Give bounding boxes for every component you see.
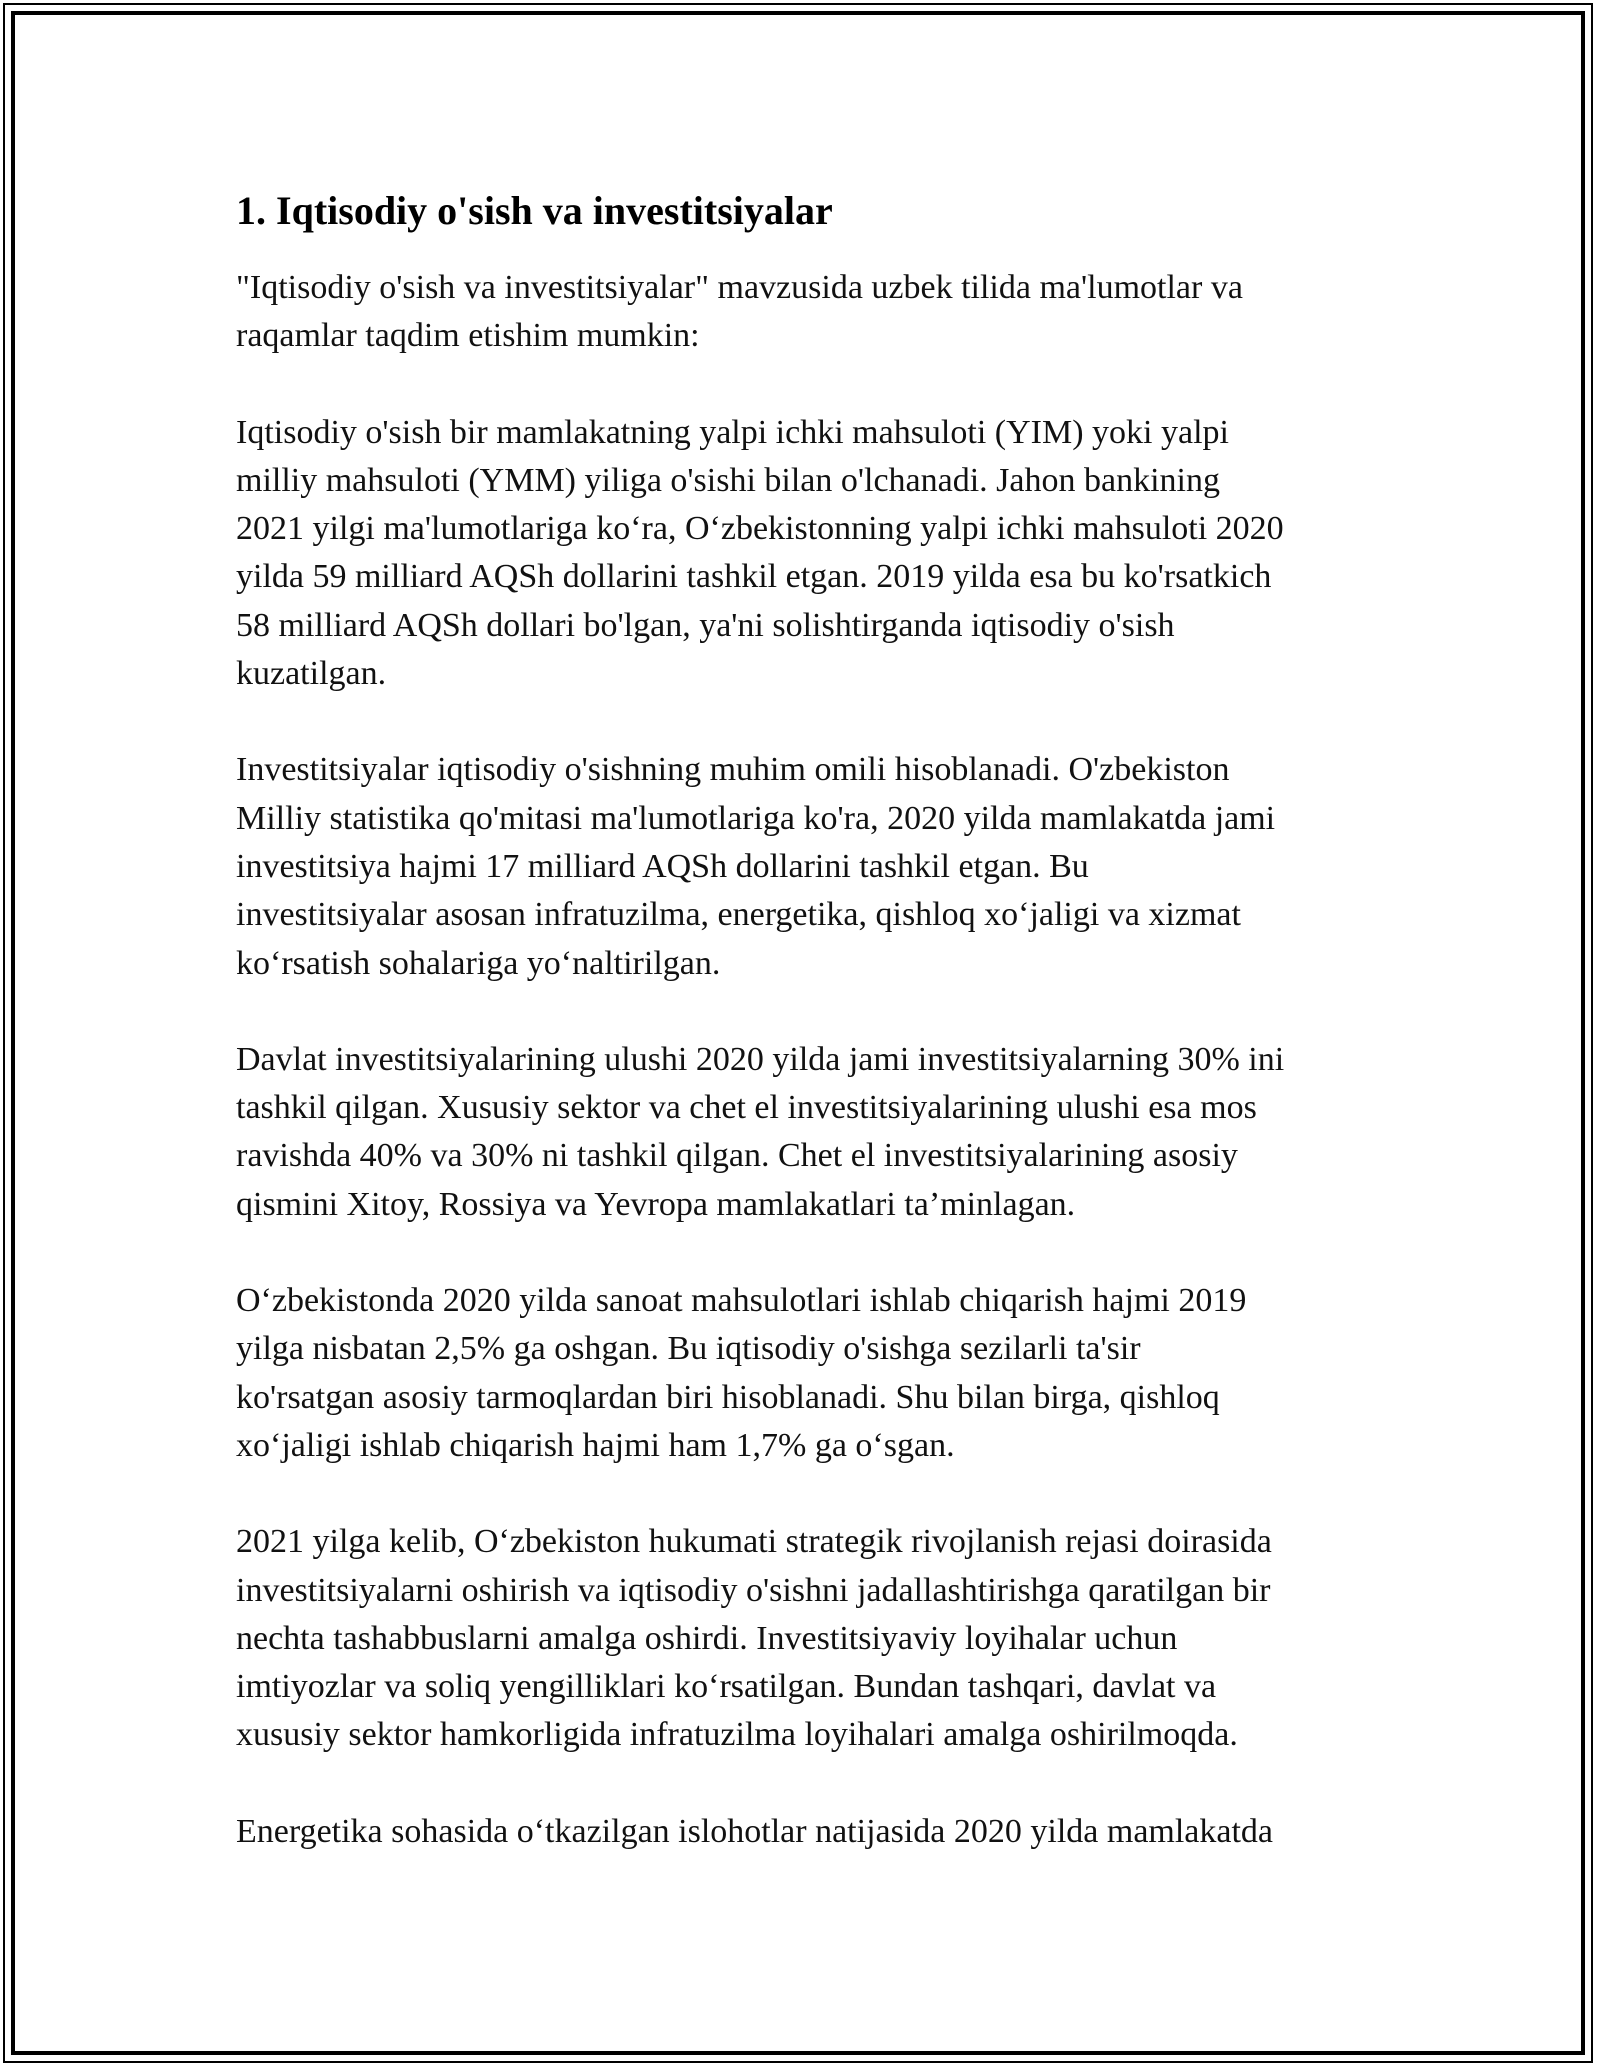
paragraph-investments: Investitsiyalar iqtisodiy o'sishning muhim omili hisoblanadi. O'zbekiston Milliy statistika qo'mitasi ma'lumotlariga ko'ra, 2020 yilda mamlakatda jami investitsiya hajmi 17 milliard AQSh dollarini tashkil etgan. Bu investitsiyalar asosan infratuzilma, energetika, qishloq xo‘jaligi va xizmat ko‘rsatish sohalariga yo‘naltirilgan. — [236, 751, 1276, 982]
paragraph-intro: "Iqtisodiy o'sish va investitsiyalar" mavzusida uzbek tilida ma'lumotlar va raqamlar taqdim etishim mumkin: — [236, 269, 1243, 355]
document-title: 1. Iqtisodiy o'sish va investitsiyalar — [236, 188, 833, 233]
paragraph-investment-shares: Davlat investitsiyalarining ulushi 2020 yilda jami investitsiyalarning 30% ini tashkil qilgan. Xususiy sektor va chet el investitsiyalarining ulushi esa mos ravishda 40% va 30% ni tashkil qilgan. Chet el investitsiyalarining asosiy qismini Xitoy, Rossiya va Yevropa mamlakatlari ta’minlagan. — [236, 1040, 1285, 1223]
paragraph-industry-output: O‘zbekistonda 2020 yilda sanoat mahsulotlari ishlab chiqarish hajmi 2019 yilga nisbatan 2,5% ga oshgan. Bu iqtisodiy o'sishga sezilarli ta'sir ko'rsatgan asosiy tarmoqlardan biri hisoblanadi. Shu bilan birga, qishloq xo‘jaligi ishlab chiqarish hajmi ham 1,7% ga o‘sgan. — [236, 1282, 1247, 1464]
paragraph-economic-growth: Iqtisodiy o'sish bir mamlakatning yalpi ichki mahsuloti (YIM) yoki yalpi milliy mahsuloti (YMM) yiliga o'sishi bilan o'lchanadi. Jahon bankining 2021 yilgi ma'lumotlariga ko‘ra, O‘zbekistonning yalpi ichki mahsuloti 2020 yilda 59 milliard AQSh dollarini tashkil etgan. 2019 yilda esa bu ko'rsatkich 58 milliard AQSh dollari bo'lgan, ya'ni solishtirganda iqtisodiy o'sish kuzatilgan. — [236, 413, 1284, 693]
document-body — [236, 186, 1376, 1904]
paragraph-government-initiatives: 2021 yilga kelib, O‘zbekiston hukumati strategik rivojlanish rejasi doirasida investitsiyalarni oshirish va iqtisodiy o'sishni jadallashtirishga qaratilgan bir nechta tashabbuslarni amalga oshirdi. Investitsiyaviy loyihalar uchun imtiyozlar va soliq yengilliklari ko‘rsatilgan. Bundan tashqari, davlat va xususiy sektor hamkorligida infratuzilma loyihalari amalga oshirilmoqda. — [236, 1523, 1272, 1754]
paragraph-energy: Energetika sohasida o‘tkazilgan islohotlar natijasida 2020 yilda mamlakatda — [236, 1812, 1274, 1850]
